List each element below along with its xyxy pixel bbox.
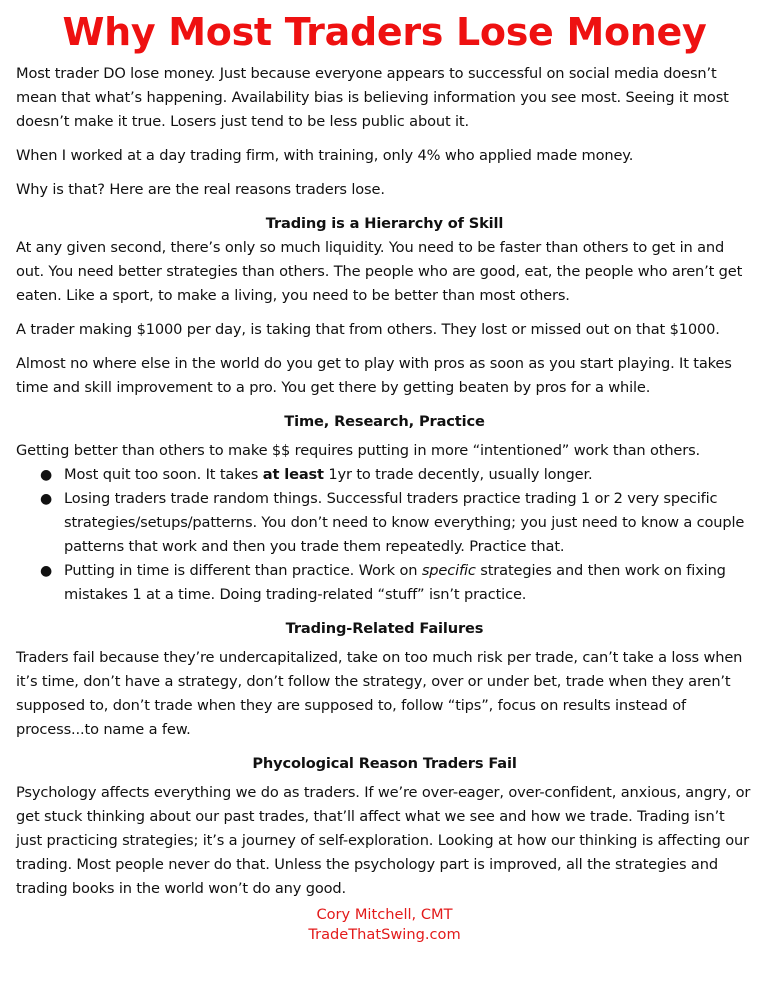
section-heading-hierarchy: Trading is a Hierarchy of Skill <box>265 215 504 232</box>
bullet-text: 1yr to trade decently, usually longer. <box>323 466 593 483</box>
website-link[interactable]: TradeThatSwing.com <box>308 926 461 943</box>
practice-bullet-list <box>16 463 753 607</box>
bullet-bold-text: at least <box>262 466 324 483</box>
document-body <box>16 62 753 901</box>
failures-paragraph: Traders fail because they’re undercapitalized, take on too much risk per trade, can’t take a loss when it’s time, don’t have a strategy, don’t follow the strategy, over or under bet, trade when they aren’t supposed to, don’t trade when they are supposed to, follow “tips”, focus on results instead of process...to name a few. <box>16 649 743 738</box>
list-item <box>16 463 753 487</box>
page-title: Why Most Traders Lose Money <box>62 10 707 54</box>
list-item <box>16 559 753 607</box>
bullet-text: Losing traders trade random things. Successful traders practice trading 1 or 2 very specific strategies/setups/patterns. You don’t need to know everything; you just need to know a couple patterns that work and then you trade them repeatedly. Practice that. <box>64 490 745 555</box>
bullet-text: Putting in time is different than practice. Work on <box>64 562 422 579</box>
psychology-paragraph: Psychology affects everything we do as traders. If we’re over-eager, over-confident, anxious, angry, or get stuck thinking about our past trades, that’ll affect what we see and how we trade. Trading isn’t just practicing strategies; it’s a journey of self-exploration. Looking at how our thinking is affecting our trading. Most people never do that. Unless the psychology part is improved, all the strategies and trading books in the world won’t do any good. <box>16 784 751 897</box>
section-heading-psychology: Phycological Reason Traders Fail <box>252 755 517 772</box>
bullet-dot: ● <box>40 467 53 483</box>
bullet-dot: ● <box>40 563 53 579</box>
hierarchy-paragraph-2: A trader making $1000 per day, is taking that from others. They lost or missed out on that $1000. <box>16 321 720 338</box>
bullet-dot: ● <box>40 491 53 507</box>
section-heading-practice: Time, Research, Practice <box>284 413 485 430</box>
section-heading-failures: Trading-Related Failures <box>285 620 484 637</box>
author-name: Cory Mitchell, CMT <box>316 906 453 923</box>
hierarchy-paragraph-3: Almost no where else in the world do you get to play with pros as soon as you start playing. It takes time and skill improvement to a pro. You get there by getting beaten by pros for a while. <box>16 355 732 396</box>
footer <box>16 905 753 945</box>
intro-paragraph-3: Why is that? Here are the real reasons traders lose. <box>16 181 385 198</box>
bullet-italic-text: specific <box>421 562 476 579</box>
hierarchy-paragraph-1: At any given second, there’s only so much liquidity. You need to be faster than others to get in and out. You need better strategies than others. The people who are good, eat, the people who aren’t get eaten. Like a sport, to make a living, you need to be better than most others. <box>16 239 743 304</box>
practice-intro: Getting better than others to make $$ requires putting in more “intentioned” work than others. <box>16 442 701 459</box>
intro-paragraph-1: Most trader DO lose money. Just because everyone appears to successful on social media doesn’t mean that what’s happening. Availability bias is believing information you see most. Seeing it most doesn’t make it true. Losers just tend to be less public about it. <box>16 65 729 130</box>
list-item <box>16 487 753 559</box>
bullet-text: strategies and then work on fixing mistakes 1 at a time. Doing trading-related “stuff” isn’t practice. <box>64 562 726 603</box>
intro-paragraph-2: When I worked at a day trading firm, with training, only 4% who applied made money. <box>16 147 634 164</box>
bullet-text: Most quit too soon. It takes <box>64 466 263 483</box>
